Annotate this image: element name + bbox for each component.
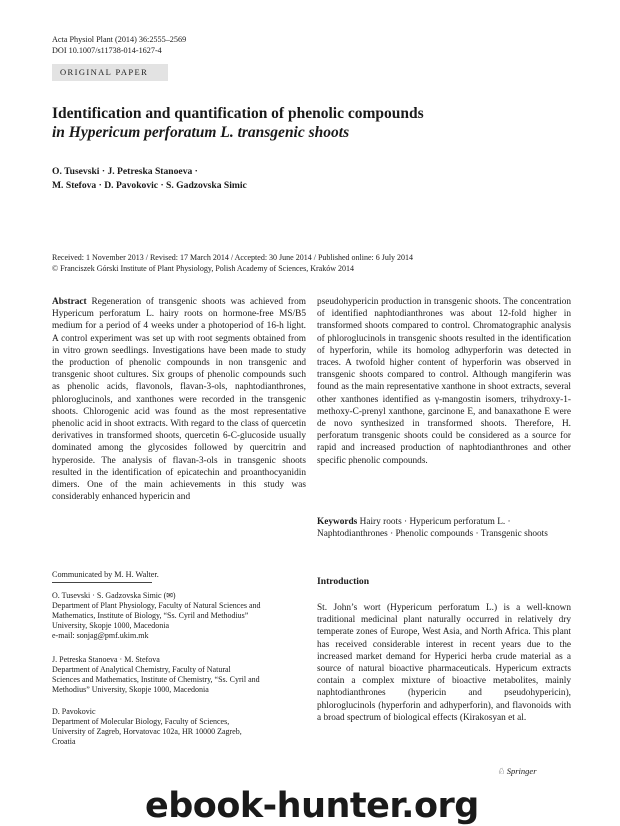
title-line-1: Identification and quantification of phenolic compounds xyxy=(52,105,424,122)
affiliation-names: O. Tusevski · S. Gadzovska Simic (✉) xyxy=(52,591,176,600)
affiliation-line: Croatia xyxy=(52,737,76,746)
abstract-continued: pseudohypericin production in transgenic shoots. The concentration of identified naphtodianthrones was about 12-fold higher in transformed shoots compared to control. Chromatographic analysis of phloroglucinols in transgenic shoots resulted in the identification of hyperforin, while its homolog adhyperforin was detected in traces. A twofold higher content of hyperforin was observed in transgenic shoots compared to control. Although mangiferin was found as the main representative xanthone in shoot extracts, several other xanthones identified as γ-mangostin isomers, trihydroxy-1-methoxy-C-prenyl xanthone, garcinone E, and banaxathone E were de novo synthesized in transformed shoots. Therefore, H. perforatum transgenic shoots could be considered as a source for rapid and increased production of naphtodianthrones and other specific phenolic compounds. xyxy=(317,297,571,466)
keywords-text: Hairy roots · Hypericum perforatum L. · Naphtodianthrones · Phenolic compounds · Transgenic shoots xyxy=(317,517,548,540)
doi: DOI 10.1007/s11738-014-1627-4 xyxy=(52,46,162,55)
affiliation-names: D. Pavokovic xyxy=(52,707,96,716)
affiliation-names: J. Petreska Stanoeva · M. Stefova xyxy=(52,655,160,664)
journal-citation: Acta Physiol Plant (2014) 36:2555–2569 xyxy=(52,35,187,44)
affiliation-line: Department of Molecular Biology, Faculty of Sciences, xyxy=(52,717,230,726)
watermark: ebook-hunter.org xyxy=(145,786,479,826)
dates-line-1: Received: 1 November 2013 / Revised: 17 March 2014 / Accepted: 30 June 2014 / Published online: 6 July 2014 xyxy=(52,253,414,262)
affiliation-line: Department of Plant Physiology, Faculty of Natural Sciences and xyxy=(52,601,261,610)
affiliation-line: Methodius” University, Skopje 1000, Macedonia xyxy=(52,685,209,694)
keywords-label: Keywords xyxy=(317,517,358,527)
affiliation-3 xyxy=(52,707,306,747)
springer-horse-icon: ♘ xyxy=(497,766,505,776)
paper-title xyxy=(52,104,572,142)
introduction-heading: Introduction xyxy=(317,576,370,587)
authors-line-1: O. Tusevski · J. Petreska Stanoeva · xyxy=(52,166,198,177)
introduction-text: St. John’s wort (Hypericum perforatum L.) is a well-known traditional medicinal plant naturally occurred in relatively dry temperate zones of Europe, West Asia, and North Africa. This plant has received considerable interest in recent years due to the increased market demand for Hyperici herba crude material as a source of natural bioactive pharmaceuticals. Hypericum extracts contain a complex mixture of bioactive metabolites, mainly naphtodianthrones (hypericin and pseudohypericin), phloroglucinols (hyperforin and adhyperforin), and flavonoids with a broad spectrum of biological effects (Kirakosyan et al. xyxy=(317,603,571,723)
email-link[interactable]: e-mail: sonjag@pmf.ukim.mk xyxy=(52,631,149,640)
affiliation-line: Sciences and Mathematics, Institute of Chemistry, “Ss. Cyril and xyxy=(52,675,260,684)
authors-line-2: M. Stefova · D. Pavokovic · S. Gadzovska Simic xyxy=(52,180,247,191)
authors xyxy=(52,165,572,193)
publication-dates xyxy=(52,253,572,274)
affiliation-1 xyxy=(52,591,306,641)
affiliation-line: University, Skopje 1000, Macedonia xyxy=(52,621,170,630)
copyright-line: © Franciszek Górski Institute of Plant Physiology, Polish Academy of Sciences, Kraków 2014 xyxy=(52,263,354,273)
publisher-name: Springer xyxy=(506,766,537,776)
affiliation-line: Mathematics, Institute of Biology, “Ss. Cyril and Methodius” xyxy=(52,611,249,620)
communicated-by: Communicated by M. H. Walter. xyxy=(52,570,159,579)
abstract-text: Regeneration of transgenic shoots was achieved from Hypericum perforatum L. hairy roots on hormone-free MS/B5 medium for a period of 4 weeks under a photoperiod of 16-h light. A control experiment was set up with root segments obtained from in vitro grown seedlings. Investigations have been made to study the production of phenolic compounds in non transgenic and transgenic shoot cultures. Six groups of phenolic compounds such as phenolic acids, flavonols, flavan-3-ols, naphtodianthrones, phloroglucinols, and xanthones were recorded in the transgenic shoots. Chlorogenic acid was found as the most representative phenolic acid in shoot extracts. With regard to the class of quercetin derivatives in transformed shoots, quercetin 6-C-glucoside usually dominated among the glycosides followed by quercitrin and hyperoside. The analysis of flavan-3-ols in transgenic shoots resulted in the identification of epicatechin and proanthocyanidin dimers. One of the main achievements in this study was considerably enhanced hypericin and xyxy=(52,297,306,503)
affiliation-line: University of Zagreb, Horvatovac 102a, HR 10000 Zagreb, xyxy=(52,727,242,736)
abstract-label: Abstract xyxy=(52,297,87,307)
abstract xyxy=(52,296,306,503)
footnote-divider xyxy=(52,582,152,583)
title-line-2: in Hypericum perforatum L. transgenic shoots xyxy=(52,124,350,141)
affiliation-2 xyxy=(52,655,306,695)
keywords xyxy=(317,516,571,540)
springer-logo xyxy=(497,766,537,777)
section-tag: ORIGINAL PAPER xyxy=(52,64,168,81)
affiliation-line: Department of Analytical Chemistry, Faculty of Natural xyxy=(52,665,231,674)
